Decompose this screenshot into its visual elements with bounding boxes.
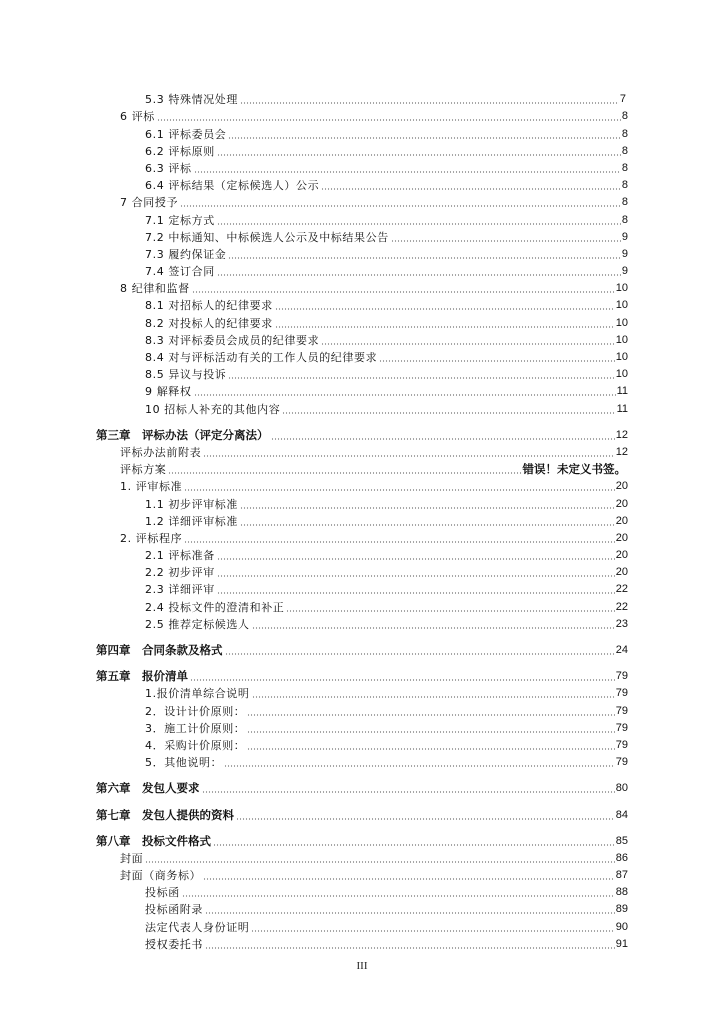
toc-entry-title: 4．采购计价原则： (145, 738, 246, 752)
toc-entry[interactable] (0, 865, 628, 882)
dot-leader (184, 489, 615, 491)
dot-leader (203, 878, 615, 880)
toc-entry-page-number: 84 (615, 808, 628, 821)
toc-entry-page-number: 9 (621, 230, 628, 243)
toc-entry-title: 2.5 推荐定标候选人 (145, 617, 250, 631)
toc-entry-title: 8.4 对与评标活动有关的工作人员的纪律要求 (145, 351, 378, 364)
toc-entry-page-number: 12 (615, 445, 628, 458)
dot-leader (190, 679, 615, 681)
dot-leader (224, 765, 615, 767)
toc-entry[interactable] (0, 735, 628, 752)
toc-entry-title: 10 招标人补充的其他内容 (145, 402, 281, 416)
toc-chapter-entry[interactable] (0, 666, 628, 683)
toc-entry-page-number: 10 (615, 282, 628, 295)
toc-entry-page-number: 79 (615, 687, 628, 700)
toc-entry[interactable] (0, 381, 628, 398)
toc-entry[interactable] (0, 882, 628, 899)
toc-entry-title: 7 合同授予 (120, 196, 179, 210)
toc-entry-page-number: 22 (615, 583, 628, 596)
toc-chapter-entry[interactable] (0, 778, 628, 795)
dot-leader (282, 412, 615, 414)
toc-entry-page-number: 20 (615, 480, 628, 493)
dot-leader (205, 947, 615, 949)
toc-entry-page-number: 12 (615, 428, 628, 441)
dot-leader (182, 895, 615, 897)
dot-leader (271, 438, 615, 440)
toc-entry-title: 投标函附录 (145, 903, 203, 917)
dot-leader (252, 696, 615, 698)
toc-entry-error-text: 错误！未定义书签。 (522, 462, 626, 477)
dot-leader (217, 154, 621, 156)
toc-entry[interactable] (0, 528, 628, 545)
dot-leader (213, 844, 615, 846)
dot-leader (217, 223, 621, 225)
toc-entry-title: 评标方案 (120, 463, 167, 477)
toc-entry[interactable] (0, 209, 628, 226)
toc-entry-page-number: 87 (615, 869, 628, 882)
dot-leader (247, 714, 614, 716)
toc-entry[interactable] (0, 278, 628, 295)
toc-entry-page-number: 20 (615, 549, 628, 562)
toc-entry-page-number: 8 (621, 144, 628, 157)
dot-leader (205, 912, 615, 914)
dot-leader (225, 653, 615, 655)
toc-entry-title: 2．设计计价原则： (145, 704, 246, 718)
toc-entry-title: 9 解释权 (145, 385, 192, 399)
dot-leader (236, 818, 615, 820)
toc-entry[interactable] (0, 916, 628, 933)
toc-entry-title: 6 评标 (120, 110, 155, 124)
toc-entry-page-number: 89 (615, 903, 628, 916)
toc-entry-title: 6.3 评标 (145, 161, 192, 175)
toc-entry-page-number: 79 (615, 738, 628, 751)
dot-leader (228, 137, 620, 139)
toc-entry-title: 第四章 合同条款及格式 (96, 643, 223, 657)
toc-entry-title: 第八章 投标文件格式 (96, 833, 211, 848)
toc-entry-title: 7.1 定标方式 (145, 213, 215, 227)
toc-entry[interactable] (0, 106, 628, 123)
toc-entry-title: 8.2 对投标人的纪律要求 (145, 316, 273, 330)
toc-entry[interactable] (0, 347, 628, 364)
toc-entry-title: 1.报价清单综合说明 (145, 687, 250, 701)
dot-leader (240, 102, 619, 104)
toc-entry-page-number: 8 (621, 110, 628, 123)
toc-entry[interactable] (0, 700, 628, 717)
dot-leader (168, 472, 521, 474)
dot-leader (228, 377, 614, 379)
toc-entry[interactable] (0, 476, 628, 493)
toc-entry[interactable] (0, 192, 628, 209)
dot-leader (252, 627, 615, 629)
toc-entry[interactable] (0, 683, 628, 700)
toc-entry-page-number: 86 (615, 851, 628, 864)
page-number: III (356, 960, 368, 972)
toc-entry-title: 7.4 签订合同 (145, 265, 215, 279)
toc-entry-title: 评标办法前附表 (120, 445, 202, 459)
dot-leader (391, 240, 621, 242)
toc-entry-page-number: 8 (621, 127, 628, 140)
toc-entry[interactable] (0, 312, 628, 329)
toc-entry-title: 2.3 详细评审 (145, 583, 215, 597)
toc-entry-title: 8 纪律和监督 (120, 282, 190, 296)
toc-entry-title: 授权委托书 (145, 937, 203, 951)
dot-leader (217, 558, 615, 560)
toc-entry-title: 5．其他说明： (145, 756, 223, 770)
toc-entry[interactable] (0, 89, 626, 106)
toc-entry[interactable] (0, 511, 628, 528)
dot-leader (194, 394, 616, 396)
dot-leader (247, 748, 614, 750)
toc-entry[interactable] (0, 899, 628, 916)
toc-entry[interactable] (0, 295, 628, 312)
toc-entry-page-number: 10 (615, 333, 628, 346)
toc-entry-page-number: 24 (615, 644, 628, 656)
toc-entry-title: 封面（商务标） (120, 869, 202, 883)
dot-leader (217, 274, 621, 276)
dot-leader (217, 575, 615, 577)
dot-leader (240, 507, 615, 509)
toc-entry-title: 2.2 初步评审 (145, 566, 215, 580)
toc-entry-title: 8.5 异议与投诉 (145, 368, 227, 382)
toc-entry-title: 5.3 特殊情况处理 (145, 93, 238, 107)
toc-entry-page-number: 8 (621, 179, 628, 192)
toc-entry[interactable] (0, 123, 628, 140)
dot-leader (321, 343, 615, 345)
toc-chapter-entry[interactable] (0, 425, 628, 442)
toc-entry-title: 2.4 投标文件的澄清和补正 (145, 600, 285, 614)
toc-entry-page-number: 8 (621, 196, 628, 209)
toc-entry[interactable] (0, 934, 628, 951)
dot-leader (275, 326, 615, 328)
toc-entry-page-number: 85 (615, 834, 628, 847)
toc-entry-page-number: 10 (615, 351, 628, 363)
toc-entry-page-number: 22 (615, 600, 628, 613)
dot-leader (184, 541, 615, 543)
toc-chapter-entry[interactable] (0, 831, 628, 848)
toc-entry-page-number: 20 (615, 566, 628, 579)
toc-entry-title: 8.1 对招标人的纪律要求 (145, 299, 273, 313)
toc-entry-page-number: 23 (615, 617, 628, 630)
toc-entry-title: 第六章 发包人要求 (96, 781, 200, 796)
toc-entry[interactable] (0, 141, 628, 158)
toc-entry-title: 7.3 履约保证金 (145, 247, 227, 261)
toc-entry-page-number: 79 (615, 670, 628, 683)
toc-entry-page-number: 80 (615, 782, 628, 795)
toc-chapter-entry[interactable] (0, 804, 628, 821)
dot-leader (321, 188, 621, 190)
toc-entry-title: 6.4 评标结果（定标候选人）公示 (145, 179, 320, 193)
toc-entry-title: 法定代表人身份证明 (145, 920, 250, 934)
toc-entry[interactable] (0, 545, 628, 562)
table-of-contents (0, 89, 724, 951)
toc-entry-title: 8.3 对评标委员会成员的纪律要求 (145, 333, 320, 347)
dot-leader (240, 524, 615, 526)
toc-entry-page-number: 8 (621, 161, 628, 174)
dot-leader (275, 308, 615, 310)
toc-entry[interactable] (0, 227, 628, 244)
toc-entry[interactable] (0, 493, 628, 510)
dot-leader (251, 930, 614, 932)
dot-leader (145, 861, 615, 863)
toc-entry[interactable] (0, 848, 628, 865)
toc-entry[interactable] (0, 364, 628, 381)
toc-entry-page-number: 10 (615, 368, 628, 381)
toc-entry-page-number: 10 (615, 299, 628, 312)
toc-entry-page-number: 79 (615, 704, 628, 717)
toc-entry-page-number: 8 (621, 213, 628, 226)
toc-entry-page-number: 10 (615, 316, 628, 329)
dot-leader (286, 610, 614, 612)
toc-entry-title: 1.1 初步评审标准 (145, 497, 238, 511)
dot-leader (247, 731, 614, 733)
toc-entry-page-number: 20 (615, 531, 628, 544)
toc-entry-page-number: 88 (615, 886, 628, 899)
toc-entry[interactable] (0, 398, 628, 415)
toc-entry-page-number: 79 (615, 756, 628, 769)
dot-leader (228, 257, 620, 259)
toc-entry[interactable] (0, 175, 628, 192)
toc-entry[interactable] (0, 459, 626, 476)
toc-entry-title: 7.2 中标通知、中标候选人公示及中标结果公告 (145, 230, 389, 244)
toc-entry[interactable] (0, 614, 628, 631)
dot-leader (192, 291, 615, 293)
toc-entry-page-number: 90 (615, 920, 628, 933)
toc-entry-page-number: 11 (616, 385, 628, 398)
dot-leader (180, 205, 621, 207)
toc-entry-page-number: 20 (615, 497, 628, 510)
toc-entry-title: 2.1 评标准备 (145, 549, 215, 563)
toc-entry[interactable] (0, 442, 628, 459)
toc-entry[interactable] (0, 261, 628, 278)
dot-leader (203, 455, 615, 457)
dot-leader (379, 360, 615, 362)
toc-entry-page-number: 7 (619, 93, 626, 106)
toc-entry[interactable] (0, 752, 628, 769)
dot-leader (202, 791, 615, 793)
toc-entry-page-number: 79 (615, 721, 628, 734)
toc-entry-title: 6.1 评标委员会 (145, 127, 227, 141)
toc-entry-title: 3．施工计价原则： (145, 721, 246, 735)
toc-entry-page-number: 9 (621, 265, 628, 278)
toc-entry-page-number: 91 (615, 937, 628, 950)
dot-leader (194, 171, 621, 173)
toc-entry[interactable] (0, 579, 628, 596)
toc-entry-title: 2. 评标程序 (120, 531, 183, 545)
toc-entry-title: 1. 评审标准 (120, 480, 183, 494)
toc-entry[interactable] (0, 718, 628, 735)
toc-entry-title: 第七章 发包人提供的资料 (96, 807, 234, 822)
toc-entry-title: 封面 (120, 851, 144, 865)
toc-chapter-entry[interactable] (0, 640, 628, 657)
toc-entry[interactable] (0, 244, 628, 261)
toc-entry-page-number: 11 (616, 402, 628, 415)
toc-entry[interactable] (0, 562, 628, 579)
dot-leader (217, 592, 615, 594)
toc-entry-title: 1.2 详细评审标准 (145, 514, 238, 528)
toc-entry-page-number: 20 (615, 514, 628, 527)
toc-entry[interactable] (0, 158, 628, 175)
dot-leader (157, 119, 621, 121)
toc-entry-title: 投标函 (145, 886, 180, 900)
toc-entry-title: 第三章 评标办法（评定分离法） (96, 427, 269, 442)
toc-entry-title: 6.2 评标原则 (145, 144, 215, 158)
toc-entry-page-number: 9 (621, 247, 628, 260)
toc-entry-title: 第五章 报价清单 (96, 669, 188, 684)
toc-entry[interactable] (0, 330, 628, 347)
toc-entry[interactable] (0, 596, 628, 613)
